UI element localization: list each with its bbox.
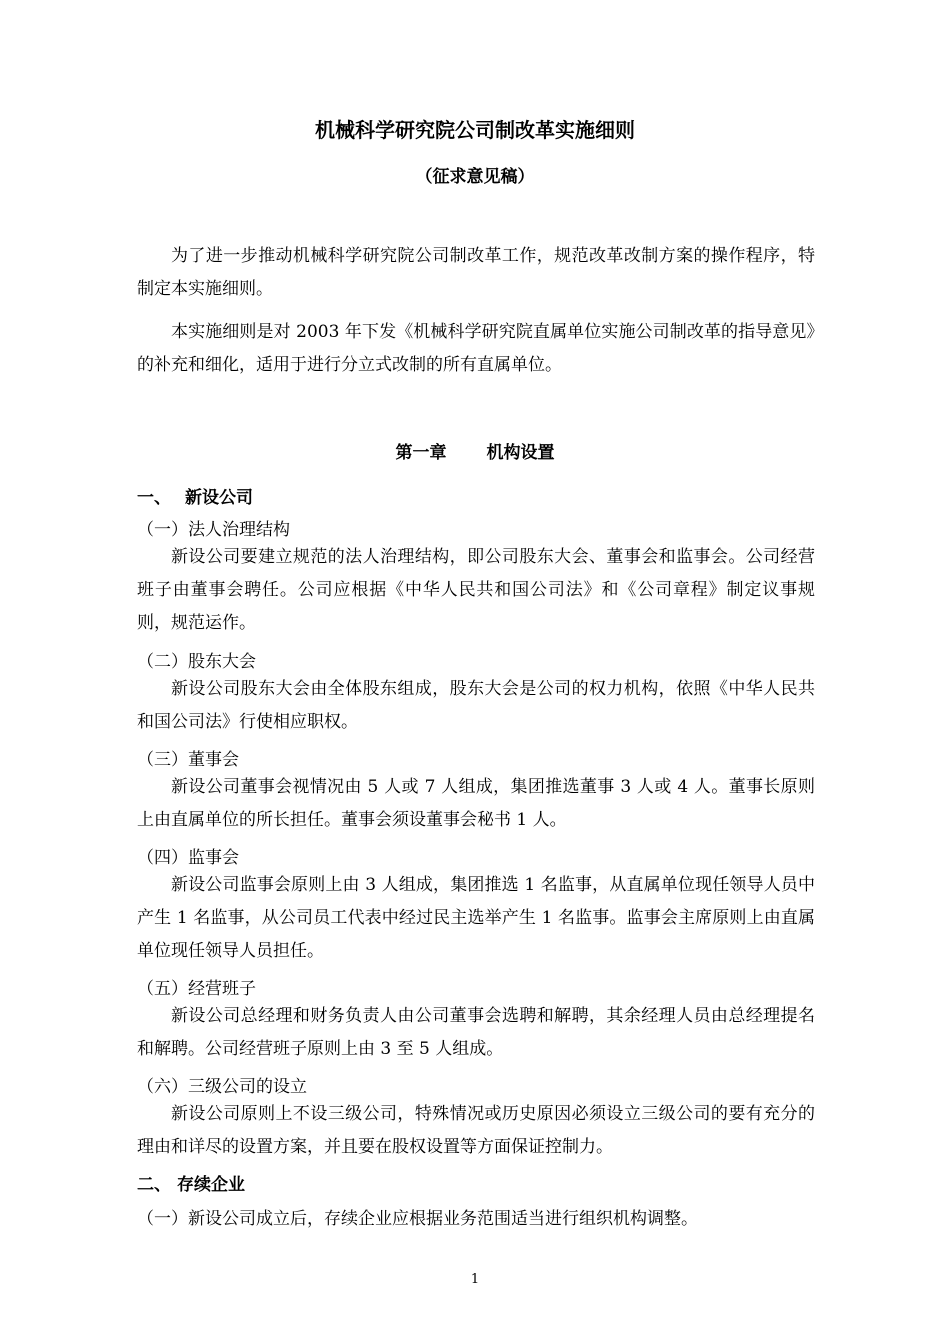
section-heading-1: [137, 483, 253, 508]
subsection-body: 新设公司原则上不设三级公司，特殊情况或历史原因必须设立三级公司的要有充分的理由和详尽的设置方案，并且要在股权设置等方面保证控制力。: [137, 1104, 815, 1157]
subsection-body: 新设公司总经理和财务负责人由公司董事会选聘和解聘，其余经理人员由总经理提名和解聘。公司经营班子原则上由 3 至 5 人组成。: [137, 1006, 815, 1059]
section-number: 二、: [137, 1175, 171, 1195]
subsection-heading: （五）经营班子: [137, 979, 256, 999]
section-title: 新设公司: [185, 488, 253, 508]
chapter-name: 机构设置: [486, 443, 555, 463]
subsection-body: 新设公司监事会原则上由 3 人组成，集团推选 1 名监事，从直属单位现任领导人员中产生 1 名监事，从公司员工代表中经过民主选举产生 1 名监事。监事会主席原则上由直属单位现任领导人员担任。: [137, 875, 815, 961]
section-heading-2: [137, 1170, 245, 1195]
document-subtitle: （征求意见稿）: [415, 167, 535, 187]
subsection-heading: （一）新设公司成立后，存续企业应根据业务范围适当进行组织机构调整。: [137, 1209, 698, 1229]
subsection-heading: （一）法人治理结构: [137, 520, 290, 540]
section-title: 存续企业: [177, 1175, 245, 1195]
subsection-heading: （六）三级公司的设立: [137, 1077, 307, 1097]
intro-paragraph-2: 本实施细则是对 2003 年下发《机械科学研究院直属单位实施公司制改革的指导意见》的补充和细化，适用于进行分立式改制的所有直属单位。: [137, 322, 815, 375]
subsection-heading: （四）监事会: [137, 848, 239, 868]
chapter-heading: [0, 438, 950, 463]
intro-paragraph-1: 为了进一步推动机械科学研究院公司制改革工作，规范改革改制方案的操作程序，特制定本实施细则。: [137, 246, 815, 299]
subsection-body: 新设公司要建立规范的法人治理结构，即公司股东大会、董事会和监事会。公司经营班子由董事会聘任。公司应根据《中华人民共和国公司法》和《公司章程》制定议事规则，规范运作。: [137, 547, 815, 633]
document-title: 机械科学研究院公司制改革实施细则: [315, 118, 635, 142]
subsection-body: 新设公司股东大会由全体股东组成，股东大会是公司的权力机构，依照《中华人民共和国公司法》行使相应职权。: [137, 679, 815, 732]
subsection-heading: （二）股东大会: [137, 652, 256, 672]
section-number: 一、: [137, 488, 171, 508]
page-number: 1: [470, 1272, 480, 1287]
chapter-number: 第一章: [395, 443, 447, 463]
subsection-body: 新设公司董事会视情况由 5 人或 7 人组成，集团推选董事 3 人或 4 人。董事长原则上由直属单位的所长担任。董事会须设董事会秘书 1 人。: [137, 777, 815, 830]
subsection-heading: （三）董事会: [137, 750, 239, 770]
